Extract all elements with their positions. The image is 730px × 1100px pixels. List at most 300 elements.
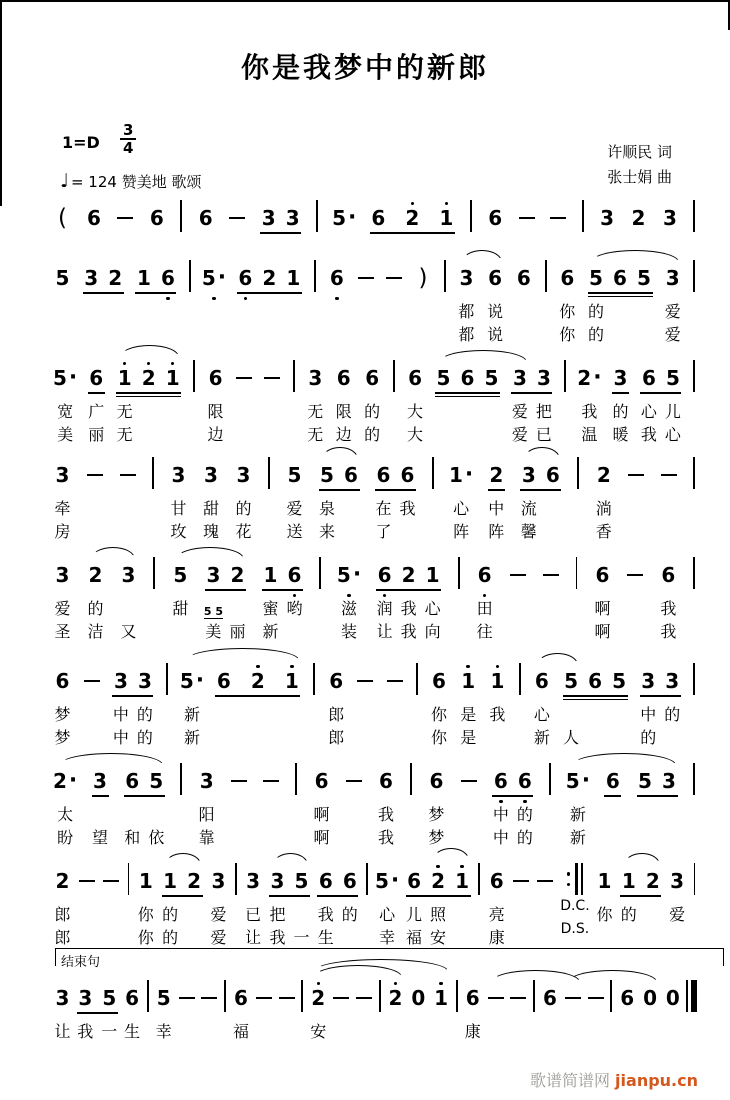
dash-line: [117, 217, 133, 220]
octave-dot-below-slot: [541, 1011, 560, 1020]
barline: [145, 976, 150, 1035]
note-group: [595, 859, 614, 949]
composer-credit: 张士娟 曲: [607, 168, 672, 186]
lyric-syllable-verse1: 大: [407, 402, 424, 421]
octave-dot-below-slot: [123, 1011, 142, 1020]
note: [532, 659, 551, 749]
lyric-syllable-verse2: 郎: [328, 728, 345, 747]
note: [603, 759, 622, 849]
song-title: 你是我梦中的新郎: [240, 51, 489, 84]
octave-dot-above-slot: [259, 196, 278, 205]
lyric-syllable-verse1: 爱: [54, 599, 71, 618]
octave-dot-below-slot: [53, 391, 77, 400]
octave-dot-above-slot: [663, 356, 682, 365]
beam-underline: [112, 695, 153, 697]
octave-dot-above-slot: [116, 196, 135, 205]
note-group: [53, 196, 72, 240]
note: [158, 256, 177, 346]
octave-dot: [244, 297, 248, 301]
octave-dot-below-slot: [202, 291, 226, 300]
note: [123, 759, 142, 849]
lyric-syllable-verse2: 生: [317, 928, 334, 947]
dash-line: [333, 997, 349, 1000]
octave-dot-below-slot: [197, 794, 216, 803]
dash-line: [519, 217, 535, 220]
note: [53, 659, 72, 749]
note: [228, 196, 247, 240]
sustain-dash: [550, 205, 566, 231]
octave-dot-below-slot: [154, 1011, 173, 1020]
octave-dot-below-slot: [427, 794, 446, 803]
octave-dot-above-slot: [82, 256, 101, 265]
octave-dot-above-slot: [234, 356, 253, 365]
lyric-syllable-verse2: 又: [120, 622, 137, 641]
octave-dot-above-slot: [517, 196, 536, 205]
note: [660, 196, 679, 240]
octave-dot-above-slot: [558, 256, 577, 265]
lyric-syllable-verse2: 让: [376, 622, 393, 641]
note-group: [202, 453, 221, 543]
lyric-syllable-verse1: 我: [660, 599, 677, 618]
octave-dot-above-slot: [136, 859, 155, 868]
octave-dot-below-slot: [409, 1011, 428, 1020]
octave-dot-above-slot: [659, 553, 678, 562]
time-signature-numerator: 3: [120, 122, 136, 140]
note-value: 3: [308, 366, 323, 390]
lyric-syllable-verse2: 新: [533, 728, 550, 747]
octave-dot-above-slot: [196, 196, 215, 205]
note: [536, 859, 555, 949]
octave-dot-above-slot: [248, 659, 267, 668]
beam-underline: [370, 232, 455, 234]
octave-dot-below-slot: [486, 231, 505, 240]
note: [342, 453, 361, 543]
note-group: [53, 256, 72, 346]
note: [180, 659, 204, 749]
note-group: [405, 859, 472, 949]
note-value: 3: [261, 206, 276, 230]
watermark: [530, 1068, 698, 1091]
octave-dot-below-slot: [53, 694, 72, 703]
octave-dot-above-slot: [332, 976, 351, 985]
note: [409, 976, 428, 1043]
lyric-syllable-verse1: 儿: [406, 905, 423, 924]
note-group: [660, 196, 679, 240]
note-value: 2: [88, 563, 103, 587]
note-value: 5: [320, 463, 334, 487]
beam-underline: [92, 795, 109, 797]
sustain-dash: [543, 562, 559, 588]
duration-dot: ·: [68, 768, 78, 793]
lyric-syllable-verse2: 的: [136, 728, 153, 747]
note-group: [517, 196, 536, 240]
beam-underline: [488, 489, 505, 491]
barline: [609, 976, 614, 1035]
note-group: [161, 859, 204, 949]
note-group: [449, 453, 473, 543]
sustain-dash: [333, 985, 349, 1011]
note-value: 6: [477, 563, 492, 587]
note: [566, 759, 590, 849]
note: [147, 196, 166, 240]
note: [577, 356, 601, 446]
barline-mark: [456, 980, 458, 1012]
lyric-syllable-verse2: 爱: [664, 325, 681, 344]
note-group: [619, 859, 662, 949]
octave-dot-above-slot: [639, 659, 658, 668]
note-group: [134, 256, 177, 346]
note: [663, 659, 682, 749]
lyric-syllable-verse1: 我: [377, 805, 394, 824]
note-group: [244, 859, 263, 949]
note: [641, 976, 660, 1043]
octave-dot-above-slot: [594, 453, 613, 462]
lyric-syllable-verse1: 滋: [341, 599, 358, 618]
octave-dot-below-slot: [77, 894, 96, 903]
octave-dot-above-slot: [363, 356, 382, 365]
note-group: [374, 453, 417, 543]
note-value: 2 ·: [577, 365, 602, 390]
barline: [126, 859, 131, 941]
note-group: [369, 196, 456, 240]
note-group: [285, 453, 304, 543]
lyric-syllable-verse2: 阵: [488, 522, 505, 541]
note-group: [344, 759, 363, 849]
octave-dot-above-slot: [437, 196, 456, 205]
note: [386, 976, 405, 1043]
sustain-dash: [256, 985, 272, 1011]
note-value: 5: [638, 769, 652, 793]
beam-underline: [262, 589, 303, 591]
note-value: 3: [55, 463, 70, 487]
slur-arc: [165, 853, 201, 865]
octave-dot-below-slot: [327, 291, 346, 300]
octave-dot-above-slot: [254, 976, 273, 985]
octave-dot-above-slot: [463, 976, 482, 985]
sustain-dash: [87, 462, 103, 488]
lyric-syllable-verse1: 的: [162, 905, 179, 924]
lyric-syllable-verse1: 把: [535, 402, 552, 421]
note-value: 1: [439, 206, 454, 230]
note: [629, 196, 648, 240]
slur-arc: [572, 753, 676, 765]
dal-segno-mark: D.S.: [560, 921, 590, 937]
note-value: 3: [600, 206, 614, 230]
dash-line: [588, 997, 604, 1000]
note-value: 1: [425, 563, 440, 587]
octave-dot-above-slot: [508, 553, 527, 562]
octave-dot-above-slot: [197, 759, 216, 768]
note: [282, 659, 301, 749]
lyric-syllable-verse1: 宽: [57, 402, 74, 421]
lyric-syllable-verse2: 梦: [428, 828, 445, 847]
note-group: [385, 256, 404, 346]
note-value: 6: [460, 366, 475, 390]
octave-dot-above-slot: [234, 453, 253, 462]
octave-dot-above-slot: [430, 659, 449, 668]
slur-arc: [624, 853, 660, 865]
lyric-syllable-verse1: 爱: [664, 302, 681, 321]
note: [202, 453, 221, 543]
barline: [409, 759, 414, 841]
barline-mark: [693, 360, 695, 392]
barline: [454, 976, 459, 1035]
octave-dot-above-slot: [229, 759, 248, 768]
note-value: 5: [589, 266, 603, 290]
note: [363, 356, 382, 446]
note-group: [486, 256, 505, 346]
sustain-dash: [510, 985, 526, 1011]
octave-dot-above-slot: [180, 659, 204, 668]
note: [636, 759, 655, 849]
lyric-syllable-verse1: 爱: [669, 905, 686, 924]
note: [423, 553, 442, 643]
lyric-syllable-verse1: 让: [54, 1022, 71, 1041]
note: [337, 553, 361, 643]
lyric-syllable-verse1: 我: [489, 705, 506, 724]
beam-underline: [77, 1012, 118, 1014]
note-group: [385, 659, 404, 749]
lyric-syllable-verse1: 康: [464, 1022, 481, 1041]
lyric-syllable-verse1: 中: [640, 705, 657, 724]
octave-dot-above-slot: [586, 659, 605, 668]
barline: [313, 256, 318, 338]
note-value: 2: [187, 869, 202, 893]
octave-dot-below-slot: [668, 894, 687, 903]
octave-dot-below-slot: [459, 694, 478, 703]
note: [563, 976, 582, 1043]
note: [316, 859, 335, 949]
barline-mark: [166, 663, 168, 695]
sustain-dash: [628, 462, 644, 488]
note: [549, 196, 568, 240]
rest: 0: [643, 986, 658, 1010]
repeat-end-barline: [567, 863, 583, 895]
note-group: [53, 976, 72, 1043]
note-value: 6: [329, 266, 344, 290]
note: [123, 976, 142, 1043]
lyric-syllable-verse1: 我: [77, 1022, 94, 1041]
octave-dot-above-slot: [206, 356, 225, 365]
barline-mark: [416, 663, 418, 695]
sustain-dash: [179, 985, 195, 1011]
lyric-syllable-verse1: 润: [376, 599, 393, 618]
lyric-syllable-verse2: 和: [124, 828, 141, 847]
note-group: [363, 356, 382, 446]
lyric-syllable-verse1: 蜜: [262, 599, 279, 618]
octave-dot-above-slot: [177, 976, 196, 985]
note-value: 6: [661, 563, 676, 587]
note-group: [598, 196, 617, 240]
note: [639, 356, 658, 446]
note: [541, 976, 560, 1043]
note: [399, 553, 418, 643]
octave-dot-below-slot: [53, 231, 72, 240]
note: [543, 453, 562, 543]
octave-dot-above-slot: [626, 553, 645, 562]
lyric-syllable-verse1: 我: [317, 905, 334, 924]
barline: [563, 356, 568, 438]
sustain-dash: [510, 562, 526, 588]
note-value: 6: [620, 986, 635, 1010]
octave-dot-above-slot: [639, 356, 658, 365]
sustain-dash: [120, 462, 136, 488]
octave-dot-above-slot: [663, 976, 682, 985]
note: [610, 659, 629, 749]
note-value: 6: [516, 266, 531, 290]
note: [432, 976, 451, 1043]
octave-dot-below-slot: [84, 231, 103, 240]
octave-dot-above-slot: [354, 976, 373, 985]
note-group: [229, 759, 248, 849]
note-value: 6: [365, 366, 380, 390]
duration-dot: ·: [68, 365, 78, 390]
barline-mark: [301, 980, 303, 1012]
ending-phrase-bracket: [55, 948, 724, 966]
barline: [692, 759, 697, 841]
octave-dot-below-slot: [177, 1011, 196, 1020]
octave-dot-below-slot: [244, 894, 263, 903]
note: [234, 453, 253, 543]
lyric-syllable-verse1: 的: [587, 302, 604, 321]
rest: 0: [665, 986, 680, 1010]
slur-arc: [491, 970, 580, 982]
octave-dot-below-slot: [375, 894, 399, 903]
lyric-syllable-verse1: 的: [341, 905, 358, 924]
note-value: 1: [490, 669, 505, 693]
octave-dot-below-slot: [486, 1011, 505, 1020]
barline: [315, 196, 320, 232]
note: [115, 356, 134, 446]
octave-dot-above-slot: [260, 256, 279, 265]
lyric-syllable-verse1: 福: [232, 1022, 249, 1041]
beam-underline: [612, 392, 629, 394]
note-group: [214, 659, 301, 749]
beam-underline: [620, 895, 661, 897]
music-line: [53, 343, 697, 446]
note-group: [318, 453, 361, 543]
note-value: 5: [156, 986, 171, 1010]
note: [663, 356, 682, 446]
note-group: [136, 859, 155, 949]
octave-dot-above-slot: [536, 859, 555, 868]
beam-underline: [511, 392, 552, 394]
octave-dot-below-slot: [263, 391, 282, 400]
lyric-syllable-verse2: 无: [307, 425, 324, 444]
music-line: [53, 846, 697, 949]
note-value: 3: [55, 563, 70, 587]
barline: [692, 196, 697, 232]
note: [327, 659, 346, 749]
octave-dot-below-slot: [332, 1011, 351, 1020]
note: [197, 759, 216, 849]
note-group: [254, 976, 273, 1043]
note-value: 5: [55, 266, 70, 290]
key-signature: 1=D: [62, 133, 100, 152]
note-group: [639, 356, 682, 446]
note-group: [277, 976, 296, 1043]
note: [136, 859, 155, 949]
note: [332, 976, 351, 1043]
note-group: [236, 256, 303, 346]
note-value: 2: [250, 669, 265, 693]
lyric-syllable-verse1: 新: [569, 805, 586, 824]
note-group: [514, 256, 533, 346]
lyric-syllable-verse1: 心: [379, 905, 396, 924]
barline: [414, 659, 419, 741]
octave-dot-above-slot: [629, 196, 648, 205]
lyric-syllable-verse1: 中: [488, 499, 505, 518]
octave-dot-below-slot: [209, 894, 228, 903]
octave-dot-below-slot: [334, 391, 353, 400]
barline-mark: [444, 260, 446, 292]
note: [663, 976, 682, 1043]
note-value: 2: [311, 986, 326, 1010]
note: [487, 453, 506, 543]
octave-dot-above-slot: [398, 453, 417, 462]
barline: [442, 256, 447, 338]
note-group: [532, 659, 551, 749]
note-group: [629, 196, 648, 240]
lyric-syllable-verse2: 玫: [170, 522, 187, 541]
octave-dot-below-slot: [136, 894, 155, 903]
note: [619, 859, 638, 949]
lyric-syllable-verse2: 中: [112, 728, 129, 747]
beam-underline: [88, 392, 105, 394]
barline: [580, 196, 585, 232]
octave-dot-below-slot: [659, 588, 678, 597]
slur-arc: [176, 547, 245, 559]
note: [356, 256, 375, 346]
note: [268, 859, 287, 949]
lyric-syllable-verse2: 房: [54, 522, 71, 541]
dash-line: [201, 997, 217, 1000]
lyric-syllable-verse1: 甜: [202, 499, 219, 518]
lyric-syllable-verse1: 心: [640, 402, 657, 421]
octave-dot-above-slot: [84, 196, 103, 205]
note-value: 2: [262, 266, 277, 290]
beam-underline: [162, 895, 203, 897]
music-line: [53, 243, 697, 346]
note-value: 6: [125, 986, 140, 1010]
octave-dot-above-slot: [82, 659, 101, 668]
note-value: 2: [596, 463, 611, 487]
barline: [692, 659, 697, 741]
note-group: [232, 976, 251, 1043]
note: [618, 976, 637, 1043]
note-value: 6: [371, 206, 386, 230]
beam-underline: [205, 589, 246, 591]
octave-dot-below-slot: [169, 488, 188, 497]
octave-dot-below-slot: [232, 1011, 251, 1020]
octave-dot-above-slot: [118, 453, 137, 462]
sustain-dash: [513, 868, 529, 894]
lyric-syllable-verse1: 甘: [170, 499, 187, 518]
lyric-syllable-verse1: [204, 597, 223, 620]
octave-dot: [212, 297, 216, 301]
note-group: [82, 256, 125, 346]
note-value: 6: [543, 986, 557, 1010]
beam-underline: [83, 292, 124, 294]
barline: [365, 859, 370, 941]
sustain-dash: [201, 985, 217, 1011]
dash-line: [628, 474, 644, 477]
beam-underline: [604, 795, 621, 797]
note-value: 2: [230, 563, 245, 587]
sustain-dash: [358, 265, 374, 291]
dash-line: [387, 680, 403, 683]
note-value: 3: [137, 669, 152, 693]
